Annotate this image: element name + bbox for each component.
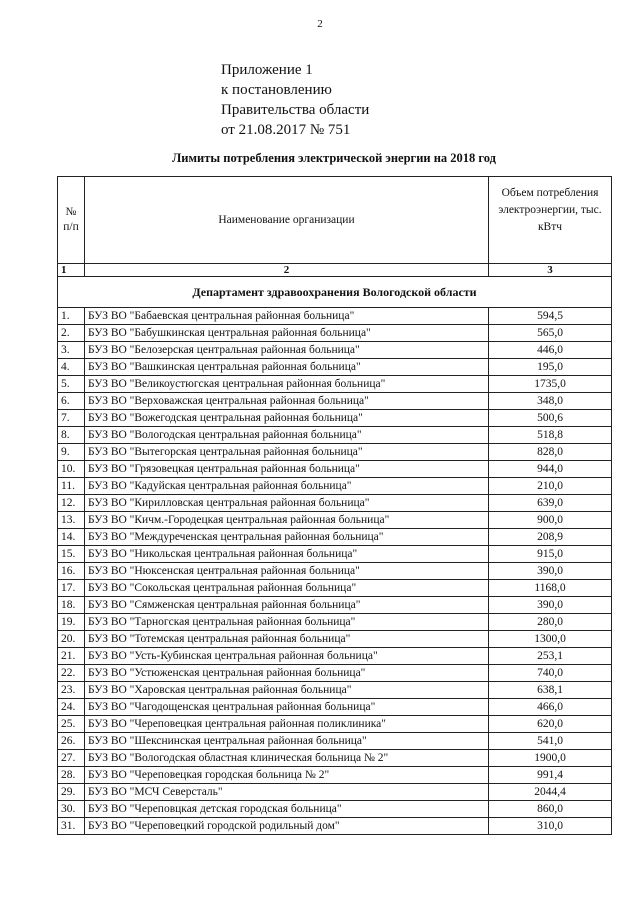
row-number: 8. (58, 427, 85, 444)
row-volume: 446,0 (489, 342, 612, 359)
row-organization: БУЗ ВО "Грязовецкая центральная районная больница" (85, 461, 489, 478)
row-number: 9. (58, 444, 85, 461)
row-number: 18. (58, 597, 85, 614)
row-number: 16. (58, 563, 85, 580)
table-row (58, 427, 612, 444)
row-number: 31. (58, 818, 85, 835)
table-row (58, 478, 612, 495)
appendix-line: от 21.08.2017 № 751 (221, 122, 351, 138)
row-volume: 944,0 (489, 461, 612, 478)
row-volume: 541,0 (489, 733, 612, 750)
row-volume: 594,5 (489, 308, 612, 325)
row-volume: 860,0 (489, 801, 612, 818)
document-title: Лимиты потребления электрической энергии на 2018 год (171, 151, 497, 165)
row-number: 2. (58, 325, 85, 342)
row-number: 22. (58, 665, 85, 682)
row-number: 27. (58, 750, 85, 767)
row-organization: БУЗ ВО "Нюксенская центральная районная больница" (85, 563, 489, 580)
row-organization: БУЗ ВО "Вологодская областная клиническая больница № 2" (85, 750, 489, 767)
table-row (58, 580, 612, 597)
table-row (58, 410, 612, 427)
row-organization: БУЗ ВО "Сокольская центральная районная больница" (85, 580, 489, 597)
column-index: 3 (489, 264, 612, 277)
row-organization: БУЗ ВО "Тотемская центральная районная больница" (85, 631, 489, 648)
row-volume: 740,0 (489, 665, 612, 682)
row-number: 1. (58, 308, 85, 325)
table-row (58, 376, 612, 393)
page-number: 2 (317, 18, 323, 30)
table-row (58, 597, 612, 614)
row-volume: 639,0 (489, 495, 612, 512)
row-number: 29. (58, 784, 85, 801)
row-organization: БУЗ ВО "Бабушкинская центральная районная больница" (85, 325, 489, 342)
limits-table (57, 176, 612, 835)
row-organization: БУЗ ВО "Череповецкий городской родильный дом" (85, 818, 489, 835)
row-organization: БУЗ ВО "Чагодощенская центральная районная больница" (85, 699, 489, 716)
row-volume: 620,0 (489, 716, 612, 733)
row-organization: БУЗ ВО "Бабаевская центральная районная больница" (85, 308, 489, 325)
row-organization: БУЗ ВО "Сямженская центральная районная больница" (85, 597, 489, 614)
row-volume: 280,0 (489, 614, 612, 631)
row-volume: 1168,0 (489, 580, 612, 597)
row-organization: БУЗ ВО "Череповцкая детская городская больница" (85, 801, 489, 818)
row-organization: БУЗ ВО "Шекснинская центральная районная больница" (85, 733, 489, 750)
row-volume: 1300,0 (489, 631, 612, 648)
table-row (58, 716, 612, 733)
table-row (58, 325, 612, 342)
table-row (58, 631, 612, 648)
row-volume: 991,4 (489, 767, 612, 784)
header-volume: Объем потребления электроэнергии, тыс. кВтч (489, 177, 612, 264)
row-number: 11. (58, 478, 85, 495)
table-row (58, 563, 612, 580)
row-volume: 518,8 (489, 427, 612, 444)
row-volume: 638,1 (489, 682, 612, 699)
appendix-line: Приложение 1 (221, 62, 313, 78)
row-volume: 1900,0 (489, 750, 612, 767)
row-volume: 390,0 (489, 563, 612, 580)
column-index-row (58, 264, 612, 277)
row-volume: 2044,4 (489, 784, 612, 801)
table-row (58, 444, 612, 461)
row-number: 14. (58, 529, 85, 546)
row-number: 13. (58, 512, 85, 529)
table-row (58, 750, 612, 767)
row-volume: 210,0 (489, 478, 612, 495)
row-organization: БУЗ ВО "Кичм.-Городецкая центральная районная больница" (85, 512, 489, 529)
table-row (58, 512, 612, 529)
row-organization: БУЗ ВО "Устюженская центральная районная больница" (85, 665, 489, 682)
row-volume: 915,0 (489, 546, 612, 563)
appendix-line: Правительства области (221, 102, 370, 118)
row-organization: БУЗ ВО "Междуреченская центральная районная больница" (85, 529, 489, 546)
table-row (58, 648, 612, 665)
section-title: Департамент здравоохранения Вологодской области (58, 277, 612, 308)
row-number: 23. (58, 682, 85, 699)
table-row (58, 495, 612, 512)
table-row (58, 308, 612, 325)
row-number: 15. (58, 546, 85, 563)
row-organization: БУЗ ВО "Вологодская центральная районная больница" (85, 427, 489, 444)
header-organization: Наименование организации (85, 177, 489, 264)
table-row (58, 665, 612, 682)
table-row (58, 699, 612, 716)
table-row (58, 801, 612, 818)
section-row (58, 277, 612, 308)
row-number: 17. (58, 580, 85, 597)
row-number: 7. (58, 410, 85, 427)
row-number: 5. (58, 376, 85, 393)
row-number: 28. (58, 767, 85, 784)
row-number: 6. (58, 393, 85, 410)
table-row (58, 784, 612, 801)
row-number: 25. (58, 716, 85, 733)
row-volume: 310,0 (489, 818, 612, 835)
row-volume: 565,0 (489, 325, 612, 342)
row-organization: БУЗ ВО "Вытегорская центральная районная больница" (85, 444, 489, 461)
row-volume: 828,0 (489, 444, 612, 461)
appendix-block (221, 60, 369, 140)
column-index: 1 (58, 264, 85, 277)
row-organization: БУЗ ВО "Кирилловская центральная районная больница" (85, 495, 489, 512)
table-row (58, 529, 612, 546)
row-organization: БУЗ ВО "Череповецкая центральная районная поликлиника" (85, 716, 489, 733)
row-organization: БУЗ ВО "Никольская центральная районная больница" (85, 546, 489, 563)
row-number: 10. (58, 461, 85, 478)
row-organization: БУЗ ВО "Кадуйская центральная районная больница" (85, 478, 489, 495)
table-row (58, 461, 612, 478)
row-organization: БУЗ ВО "Вашкинская центральная районная больница" (85, 359, 489, 376)
row-organization: БУЗ ВО "Тарногская центральная районная больница" (85, 614, 489, 631)
table-header-row (58, 177, 612, 264)
table-row (58, 342, 612, 359)
row-volume: 1735,0 (489, 376, 612, 393)
row-number: 19. (58, 614, 85, 631)
row-number: 3. (58, 342, 85, 359)
row-number: 20. (58, 631, 85, 648)
row-volume: 253,1 (489, 648, 612, 665)
row-volume: 195,0 (489, 359, 612, 376)
row-number: 26. (58, 733, 85, 750)
table-row (58, 733, 612, 750)
table-row (58, 614, 612, 631)
row-volume: 208,9 (489, 529, 612, 546)
row-volume: 348,0 (489, 393, 612, 410)
row-number: 24. (58, 699, 85, 716)
row-number: 12. (58, 495, 85, 512)
row-number: 4. (58, 359, 85, 376)
row-organization: БУЗ ВО "МСЧ Северсталь" (85, 784, 489, 801)
row-organization: БУЗ ВО "Великоустюгская центральная районная больница" (85, 376, 489, 393)
header-number: № п/п (58, 177, 85, 264)
table-row (58, 546, 612, 563)
row-organization: БУЗ ВО "Череповецкая городская больница № 2" (85, 767, 489, 784)
row-organization: БУЗ ВО "Белозерская центральная районная больница" (85, 342, 489, 359)
table-row (58, 682, 612, 699)
table-body (58, 264, 612, 835)
row-organization: БУЗ ВО "Харовская центральная районная больница" (85, 682, 489, 699)
table-row (58, 359, 612, 376)
appendix-line: к постановлению (221, 82, 332, 98)
row-volume: 500,6 (489, 410, 612, 427)
row-organization: БУЗ ВО "Усть-Кубинская центральная районная больница" (85, 648, 489, 665)
row-number: 30. (58, 801, 85, 818)
column-index: 2 (85, 264, 489, 277)
row-number: 21. (58, 648, 85, 665)
table-row (58, 393, 612, 410)
row-organization: БУЗ ВО "Верховажская центральная районная больница" (85, 393, 489, 410)
row-volume: 900,0 (489, 512, 612, 529)
row-volume: 466,0 (489, 699, 612, 716)
row-volume: 390,0 (489, 597, 612, 614)
row-organization: БУЗ ВО "Вожегодская центральная районная больница" (85, 410, 489, 427)
table-row (58, 818, 612, 835)
table-row (58, 767, 612, 784)
